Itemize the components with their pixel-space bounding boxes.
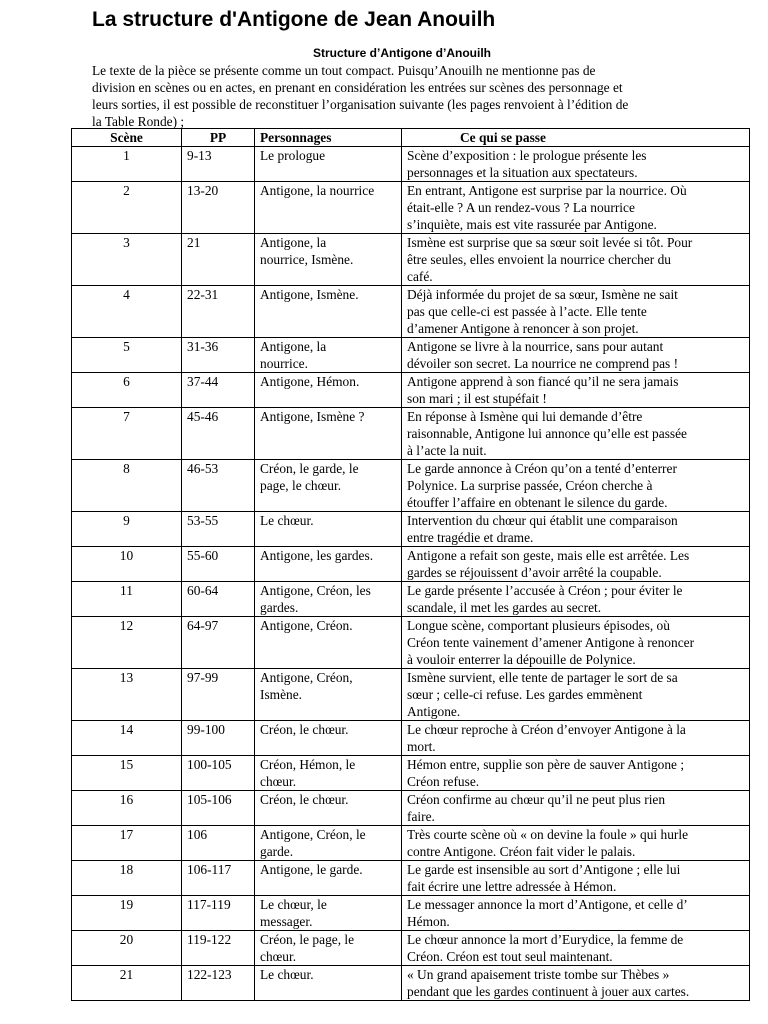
- structure-table: [71, 128, 750, 1001]
- characters-cell: [255, 234, 402, 286]
- characters-cell: [255, 669, 402, 721]
- characters-line: Antigone, Créon,: [260, 670, 353, 685]
- intro-line: la Table Ronde) ;: [92, 114, 185, 129]
- scene-number-cell: 10: [72, 547, 182, 582]
- summary-line: Très courte scène où « on devine la foule » qui hurle: [407, 827, 689, 842]
- summary-cell: [402, 756, 750, 791]
- table-row: [72, 373, 750, 408]
- table-row: [72, 896, 750, 931]
- header-personnages: Personnages: [255, 129, 402, 147]
- scene-number-cell: 7: [72, 408, 182, 460]
- summary-line: raisonnable, Antigone lui annonce qu’elle est passée: [407, 426, 687, 441]
- table-row: [72, 547, 750, 582]
- summary-line: Ismène est surprise que sa sœur soit levée si tôt. Pour: [407, 235, 693, 250]
- document-subtitle: Structure d’Antigone d’Anouilh: [313, 46, 491, 60]
- table-row: [72, 826, 750, 861]
- summary-line: café.: [407, 269, 433, 284]
- summary-cell: [402, 721, 750, 756]
- characters-line: nourrice.: [260, 356, 308, 371]
- pages-cell: 97-99: [182, 669, 255, 721]
- pages-cell: 105-106: [182, 791, 255, 826]
- characters-line: Créon, le chœur.: [260, 722, 349, 737]
- summary-line: Longue scène, comportant plusieurs épisodes, où: [407, 618, 670, 633]
- characters-cell: [255, 582, 402, 617]
- summary-line: s’inquiète, mais est vite rassurée par Antigone.: [407, 217, 657, 232]
- header-ce-qui-se-passe: Ce qui se passe: [402, 129, 750, 147]
- characters-line: Antigone, Créon, le: [260, 827, 366, 842]
- intro-paragraph: [92, 62, 720, 130]
- pages-cell: 122-123: [182, 966, 255, 1001]
- table-row: [72, 338, 750, 373]
- characters-cell: [255, 826, 402, 861]
- summary-line: étouffer l’affaire en obtenant le silence du garde.: [407, 495, 668, 510]
- characters-cell: [255, 861, 402, 896]
- pages-cell: 13-20: [182, 182, 255, 234]
- pages-cell: 45-46: [182, 408, 255, 460]
- table-row: [72, 512, 750, 547]
- scene-number-cell: 1: [72, 147, 182, 182]
- summary-line: pas que celle-ci est passée à l’acte. Elle tente: [407, 304, 647, 319]
- characters-line: chœur.: [260, 949, 297, 964]
- header-scene: Scène: [72, 129, 182, 147]
- summary-line: sœur ; celle-ci refuse. Les gardes emmènent: [407, 687, 643, 702]
- summary-cell: [402, 547, 750, 582]
- scene-number-cell: 9: [72, 512, 182, 547]
- scene-number-cell: 11: [72, 582, 182, 617]
- summary-line: dévoiler son secret. La nourrice ne comprend pas !: [407, 356, 679, 371]
- characters-cell: [255, 147, 402, 182]
- summary-cell: [402, 338, 750, 373]
- table-row: [72, 582, 750, 617]
- summary-line: gardes se réjouissent d’avoir arrêté la coupable.: [407, 565, 662, 580]
- characters-line: Antigone, Ismène ?: [260, 409, 365, 424]
- pages-cell: 46-53: [182, 460, 255, 512]
- summary-cell: [402, 896, 750, 931]
- scene-number-cell: 6: [72, 373, 182, 408]
- table-row: [72, 756, 750, 791]
- summary-cell: [402, 234, 750, 286]
- characters-line: Ismène.: [260, 687, 303, 702]
- summary-line: à l’acte la nuit.: [407, 443, 487, 458]
- characters-line: Antigone, Créon, les: [260, 583, 371, 598]
- pages-cell: 55-60: [182, 547, 255, 582]
- characters-cell: [255, 896, 402, 931]
- intro-line: division en scènes ou en actes, en prenant en considération les entrées sur scènes des personnage et: [92, 80, 623, 95]
- summary-line: Le messager annonce la mort d’Antigone, et celle d’: [407, 897, 688, 912]
- pages-cell: 100-105: [182, 756, 255, 791]
- table-row: [72, 966, 750, 1001]
- characters-line: Antigone, Hémon.: [260, 374, 360, 389]
- table-row: [72, 182, 750, 234]
- summary-line: faire.: [407, 809, 435, 824]
- summary-line: Le garde est insensible au sort d’Antigone ; elle lui: [407, 862, 681, 877]
- summary-line: Hémon entre, supplie son père de sauver Antigone ;: [407, 757, 685, 772]
- characters-cell: [255, 512, 402, 547]
- characters-cell: [255, 182, 402, 234]
- pages-cell: 53-55: [182, 512, 255, 547]
- summary-line: Hémon.: [407, 914, 450, 929]
- summary-cell: [402, 617, 750, 669]
- summary-line: à vouloir enterrer la dépouille de Polynice.: [407, 652, 636, 667]
- characters-line: Le chœur, le: [260, 897, 327, 912]
- characters-line: Antigone, la nourrice: [260, 183, 375, 198]
- summary-cell: [402, 826, 750, 861]
- summary-cell: [402, 460, 750, 512]
- summary-cell: [402, 286, 750, 338]
- characters-line: Créon, le chœur.: [260, 792, 349, 807]
- summary-cell: [402, 408, 750, 460]
- summary-line: Créon tente vainement d’amener Antigone à renoncer: [407, 635, 695, 650]
- scene-number-cell: 15: [72, 756, 182, 791]
- summary-cell: [402, 182, 750, 234]
- table-row: [72, 669, 750, 721]
- summary-line: Le chœur reproche à Créon d’envoyer Antigone à la: [407, 722, 686, 737]
- summary-line: d’amener Antigone à renoncer à son projet.: [407, 321, 639, 336]
- summary-line: Le garde annonce à Créon qu’on a tenté d’enterrer: [407, 461, 677, 476]
- table-row: [72, 234, 750, 286]
- summary-line: être seules, elles envoient la nourrice chercher du: [407, 252, 671, 267]
- table-row: [72, 791, 750, 826]
- summary-line: En réponse à Ismène qui lui demande d’être: [407, 409, 643, 424]
- summary-line: mort.: [407, 739, 436, 754]
- page-title: La structure d'Antigone de Jean Anouilh: [92, 8, 496, 31]
- pages-cell: 106-117: [182, 861, 255, 896]
- summary-line: Antigone a refait son geste, mais elle est arrêtée. Les: [407, 548, 690, 563]
- summary-cell: [402, 861, 750, 896]
- summary-cell: [402, 147, 750, 182]
- scene-number-cell: 16: [72, 791, 182, 826]
- summary-line: Intervention du chœur qui établit une comparaison: [407, 513, 678, 528]
- summary-cell: [402, 966, 750, 1001]
- table-row: [72, 861, 750, 896]
- summary-line: En entrant, Antigone est surprise par la nourrice. Où: [407, 183, 687, 198]
- summary-line: contre Antigone. Créon fait vider le palais.: [407, 844, 636, 859]
- summary-line: était-elle ? A un rendez-vous ? La nourrice: [407, 200, 635, 215]
- summary-line: « Un grand apaisement triste tombe sur Thèbes »: [407, 967, 670, 982]
- summary-cell: [402, 669, 750, 721]
- table-row: [72, 147, 750, 182]
- summary-line: Le garde présente l’accusée à Créon ; pour éviter le: [407, 583, 683, 598]
- characters-cell: [255, 966, 402, 1001]
- pages-cell: 9-13: [182, 147, 255, 182]
- characters-line: gardes.: [260, 600, 299, 615]
- characters-line: Antigone, le garde.: [260, 862, 363, 877]
- summary-line: Créon. Créon est tout seul maintenant.: [407, 949, 613, 964]
- intro-line: Le texte de la pièce se présente comme un tout compact. Puisqu’Anouilh ne mentionne pas de: [92, 63, 596, 78]
- pages-cell: 99-100: [182, 721, 255, 756]
- characters-line: messager.: [260, 914, 313, 929]
- summary-line: pendant que les gardes continuent à jouer aux cartes.: [407, 984, 690, 999]
- characters-cell: [255, 791, 402, 826]
- characters-line: Le chœur.: [260, 513, 314, 528]
- scene-number-cell: 5: [72, 338, 182, 373]
- summary-line: personnages et la situation aux spectateurs.: [407, 165, 638, 180]
- summary-line: Scène d’exposition : le prologue présente les: [407, 148, 647, 163]
- characters-line: Antigone, Ismène.: [260, 287, 359, 302]
- summary-line: Antigone apprend à son fiancé qu’il ne sera jamais: [407, 374, 679, 389]
- characters-line: Créon, le page, le: [260, 932, 355, 947]
- table-row: [72, 460, 750, 512]
- scene-number-cell: 13: [72, 669, 182, 721]
- characters-cell: [255, 373, 402, 408]
- summary-line: Ismène survient, elle tente de partager le sort de sa: [407, 670, 678, 685]
- pages-cell: 37-44: [182, 373, 255, 408]
- summary-line: Le chœur annonce la mort d’Eurydice, la femme de: [407, 932, 684, 947]
- summary-cell: [402, 931, 750, 966]
- pages-cell: 60-64: [182, 582, 255, 617]
- pages-cell: 21: [182, 234, 255, 286]
- characters-line: chœur.: [260, 774, 297, 789]
- scene-number-cell: 2: [72, 182, 182, 234]
- characters-line: Créon, le garde, le: [260, 461, 359, 476]
- summary-cell: [402, 582, 750, 617]
- scene-number-cell: 4: [72, 286, 182, 338]
- summary-line: Créon refuse.: [407, 774, 480, 789]
- characters-line: page, le chœur.: [260, 478, 342, 493]
- scene-number-cell: 8: [72, 460, 182, 512]
- table-row: [72, 408, 750, 460]
- characters-line: Le prologue: [260, 148, 326, 163]
- characters-cell: [255, 408, 402, 460]
- characters-cell: [255, 286, 402, 338]
- characters-line: Le chœur.: [260, 967, 314, 982]
- summary-line: Antigone se livre à la nourrice, sans pour autant: [407, 339, 664, 354]
- characters-cell: [255, 617, 402, 669]
- table-row: [72, 286, 750, 338]
- pages-cell: 106: [182, 826, 255, 861]
- pages-cell: 64-97: [182, 617, 255, 669]
- table-row: [72, 721, 750, 756]
- summary-cell: [402, 512, 750, 547]
- summary-line: Antigone.: [407, 704, 461, 719]
- intro-line: leurs sorties, il est possible de reconstituer l’organisation suivante (les pages renvoient à l’édition de: [92, 97, 629, 112]
- table-row: [72, 931, 750, 966]
- characters-cell: [255, 931, 402, 966]
- pages-cell: 117-119: [182, 896, 255, 931]
- scene-number-cell: 18: [72, 861, 182, 896]
- characters-line: garde.: [260, 844, 294, 859]
- characters-cell: [255, 460, 402, 512]
- characters-line: Créon, Hémon, le: [260, 757, 356, 772]
- summary-line: scandale, il met les gardes au secret.: [407, 600, 602, 615]
- scene-number-cell: 14: [72, 721, 182, 756]
- header-pp: PP: [182, 129, 255, 147]
- characters-line: Antigone, la: [260, 339, 327, 354]
- summary-line: entre tragédie et drame.: [407, 530, 534, 545]
- characters-cell: [255, 338, 402, 373]
- characters-cell: [255, 721, 402, 756]
- summary-cell: [402, 373, 750, 408]
- scene-number-cell: 17: [72, 826, 182, 861]
- table-row: [72, 617, 750, 669]
- pages-cell: 119-122: [182, 931, 255, 966]
- scene-number-cell: 12: [72, 617, 182, 669]
- scene-number-cell: 20: [72, 931, 182, 966]
- scene-number-cell: 19: [72, 896, 182, 931]
- scene-number-cell: 3: [72, 234, 182, 286]
- summary-cell: [402, 791, 750, 826]
- characters-line: nourrice, Ismène.: [260, 252, 354, 267]
- summary-line: Créon confirme au chœur qu’il ne peut plus rien: [407, 792, 666, 807]
- summary-line: Polynice. La surprise passée, Créon cherche à: [407, 478, 653, 493]
- characters-line: Antigone, les gardes.: [260, 548, 374, 563]
- pages-cell: 22-31: [182, 286, 255, 338]
- characters-line: Antigone, Créon.: [260, 618, 353, 633]
- summary-line: fait écrire une lettre adressée à Hémon.: [407, 879, 617, 894]
- summary-line: son mari ; il est stupéfait !: [407, 391, 547, 406]
- table-header-row: [72, 129, 750, 147]
- pages-cell: 31-36: [182, 338, 255, 373]
- characters-line: Antigone, la: [260, 235, 327, 250]
- scene-number-cell: 21: [72, 966, 182, 1001]
- summary-line: Déjà informée du projet de sa sœur, Ismène ne sait: [407, 287, 678, 302]
- characters-cell: [255, 756, 402, 791]
- characters-cell: [255, 547, 402, 582]
